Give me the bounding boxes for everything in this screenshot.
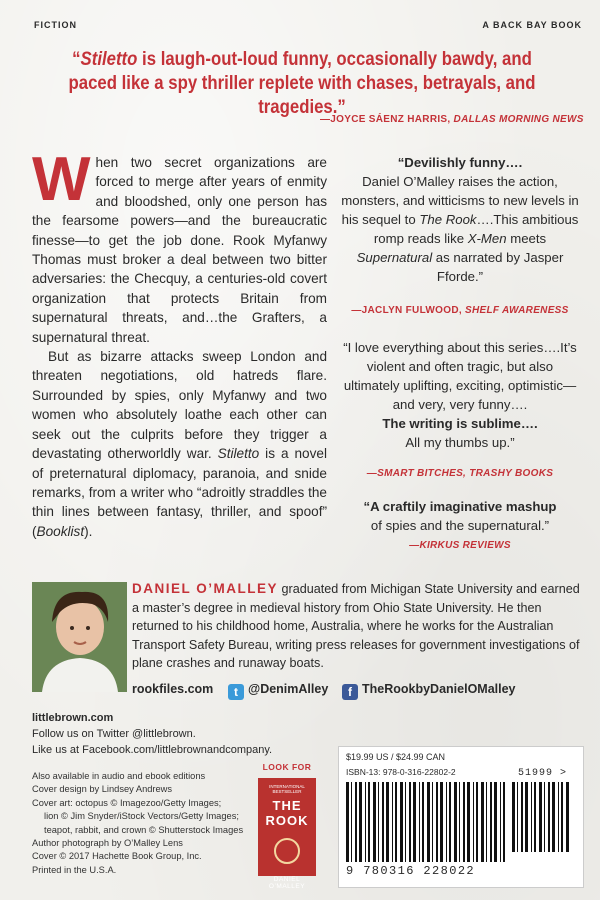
barcode-number: 9 780316 228022 [346,864,476,878]
facebook-link[interactable]: f TheRookbyDanielOMalley [342,682,516,700]
main-quote-attribution: —JOYCE SÁENZ HARRIS, DALLAS MORNING NEWS [320,114,584,125]
author-photo [32,582,127,692]
isbn: ISBN-13: 978-0-316-22802-2 [346,767,456,777]
imprint-label: A BACK BAY BOOK [482,20,582,30]
book-title: THE ROOK [265,798,309,828]
the-rook-book-cover [258,778,316,890]
twitter-icon: t [228,684,244,700]
publisher-info [32,710,272,758]
book-author: DANIEL O’MALLEY [268,876,306,890]
publisher-site[interactable]: littlebrown.com [32,712,114,724]
review-2-attribution: —SMART BITCHES, TRASHY BOOKS [366,468,554,479]
main-quote-title: Stiletto [80,48,138,70]
author-name: DANIEL O’MALLEY [132,581,279,596]
review-2: “I love everything about this series….It’s violent and often tragic, but also ultimately uplifting, exciting, optimistic—and very, very funny…. The writing is sublime…. All my thumbs up.” [343,340,577,450]
author-bio: DANIEL O’MALLEY graduated from Michigan State University and earned a master’s degree in medieval history from Ohio State University. He then returned to his childhood home, Australia, where he works for the Australian Transport Safety Bureau, writing press releases for government investigations of plane crashes and runaway boats. [132,581,580,670]
twitter-link[interactable]: t @DenimAlley [228,682,328,700]
book-tag: INTERNATIONAL BESTSELLER [269,784,305,794]
crest-icon [274,838,300,864]
review-1-attribution: —JACLYN FULWOOD, SHELF AWARENESS [351,305,569,316]
barcode-addon [512,782,570,852]
dropcap: W [32,145,91,214]
review-1: “Devilishly funny…. Daniel O’Malley raises the action, monsters, and witticisms to new levels in his sequel to The Rook….This ambitious romp reads like X-Men meets Supernatural as narrated by Jasper Fforde.” [341,155,579,284]
publisher-twitter: Follow us on Twitter @littlebrown. [32,728,196,740]
website-link[interactable]: rookfiles.com [132,682,214,696]
price: $19.99 US / $24.99 CAN [346,752,446,762]
description-paragraph-1: When two secret organizations are forced to merge after years of enmity and bloodshed, only one person has the fearsome powers—and the bureaucratic finesse—to get the job done. Rook Myfanwy Thomas must broker a deal between two bitter adversaries: the Checquy, a centuries-old covert organization that protects Britain from supernatural threats, and…the Grafters, a supernatural threat. [32,145,327,345]
barcode-addon-number: 51999 > [518,768,568,779]
review-3-attribution: —KIRKUS REVIEWS [409,540,511,551]
look-for-label: LOOK FOR [262,762,312,772]
publisher-facebook: Like us at Facebook.com/littlebrownandcompany. [32,744,273,756]
description-paragraph-2: But as bizarre attacks sweep London and threaten negotiations, old hatreds flare. Surrounded by spies, only Myfanwy and two women who absolutely loathe each other can seek out the culprits before they trigger a devastating otherworldly war. Stiletto is a novel of preternatural diplomacy, paranoia, and snide remarks, from a writer who “adroitly straddles the thin lines between fantasy, thriller, and spoof” (Booklist). [32,349,327,539]
category-label: FICTION [34,20,77,30]
facebook-icon: f [342,684,358,700]
book-description [32,145,327,541]
review-3: “A craftily imaginative mashup of spies and the supernatural.” [363,499,557,533]
main-quote: “Stiletto is laugh-out-loud funny, occasionally bawdy, and paced like a spy thriller replete with chases, betrayals, and tragedies.” [68,48,536,118]
credits: Also available in audio and ebook editions Cover design by Lindsey Andrews Cover art: octopus © Imagezoo/Getty Images; lion © Jim Snyder/iStock Vectors/Getty Images; teapot, rabbit, and crown © Shutterstock Images Author photograph by O’Malley Lens Cover © 2017 Hachette Book Group, Inc. Printed in the U.S.A. [32,771,244,875]
barcode [346,782,506,862]
